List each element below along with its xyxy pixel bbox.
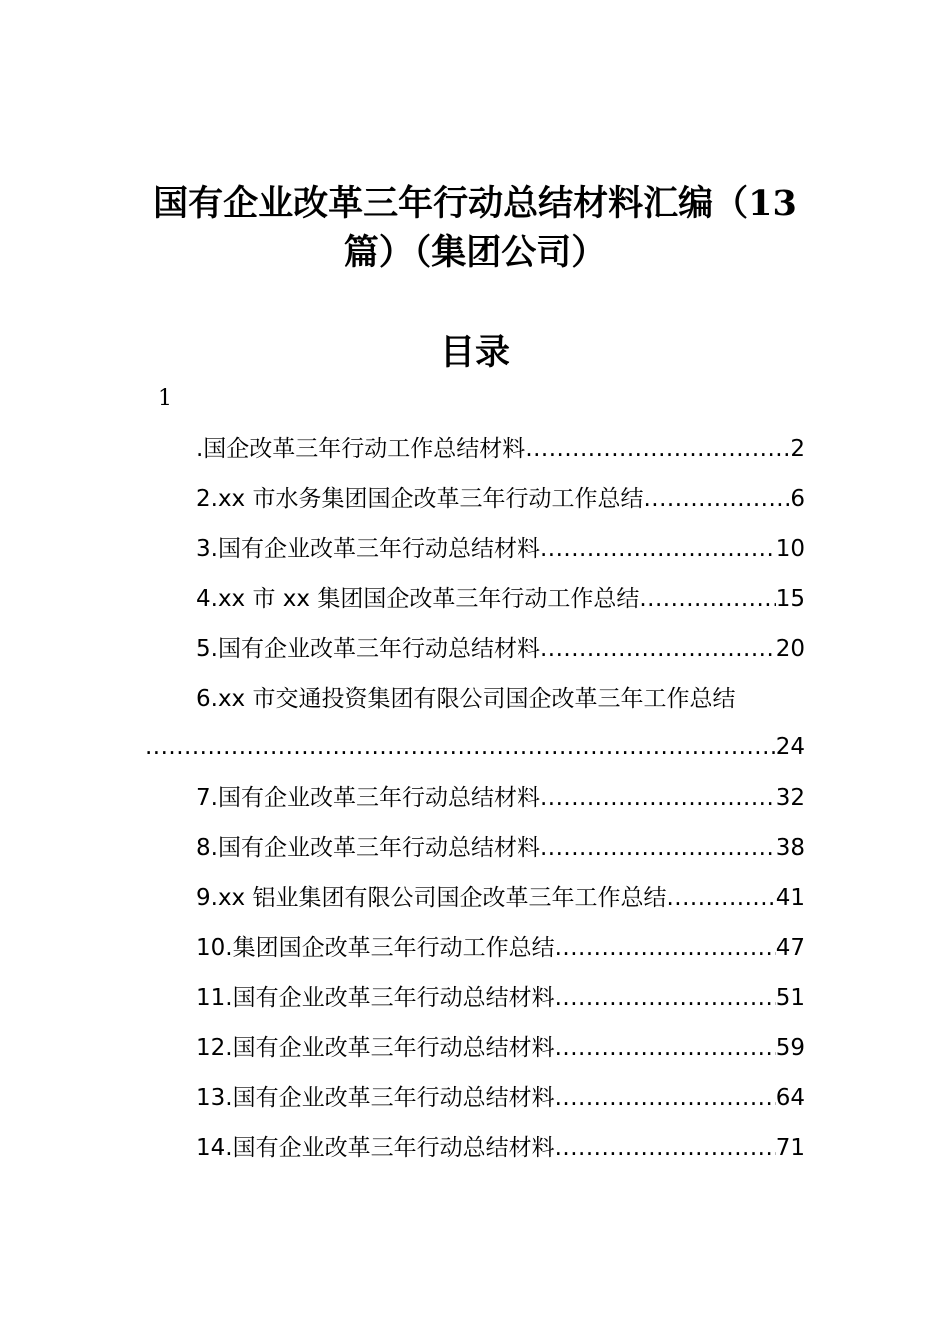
toc-entry-label: 4.xx 市 xx 集团国企改革三年行动工作总结 — [196, 586, 640, 612]
toc-entry-10[interactable] — [196, 933, 805, 963]
toc-leader-dots — [540, 634, 776, 664]
toc-entry-page: 41 — [775, 885, 805, 911]
toc-entry-3[interactable] — [196, 534, 805, 564]
toc-heading: 目录 — [439, 332, 510, 373]
toc-entry-14[interactable] — [196, 1133, 805, 1163]
toc-entry-page: 24 — [775, 734, 805, 760]
toc-entry-13[interactable] — [196, 1083, 805, 1113]
toc-leader-dots — [540, 534, 776, 564]
document-title-line-2: 篇）（集团公司） — [343, 232, 607, 273]
toc-leader-dots — [555, 1133, 776, 1163]
toc-entry-page: 38 — [775, 835, 805, 861]
toc-leader-dots — [145, 732, 776, 762]
toc-leader-dots — [555, 983, 776, 1013]
toc-entry-label: 7.国有企业改革三年行动总结材料 — [196, 785, 540, 811]
toc-leader-dots — [666, 883, 775, 913]
toc-entry-label: 13.国有企业改革三年行动总结材料 — [196, 1085, 555, 1111]
toc-leader-dots — [525, 434, 790, 464]
toc-entry-page: 6 — [790, 486, 805, 512]
toc-entry-page: 15 — [775, 586, 805, 612]
toc-leader-dots — [555, 1033, 776, 1063]
toc-entry-label: .国企改革三年行动工作总结材料 — [196, 436, 526, 462]
toc-entry-5[interactable] — [196, 634, 805, 664]
toc-entry-label: 14.国有企业改革三年行动总结材料 — [196, 1135, 555, 1161]
toc-leader-dots — [540, 783, 776, 813]
toc-entry-6[interactable] — [196, 684, 805, 714]
toc-entry-label: 8.国有企业改革三年行动总结材料 — [196, 835, 540, 861]
toc-entry-page: 64 — [775, 1085, 805, 1111]
toc-leader-dots — [540, 833, 776, 863]
document-title-line-1: 国有企业改革三年行动总结材料汇编（13 — [153, 183, 797, 224]
toc-entry-page: 71 — [775, 1135, 805, 1161]
toc-entry-label: 2.xx 市水务集团国企改革三年行动工作总结 — [196, 486, 644, 512]
toc-entry-9[interactable] — [196, 883, 805, 913]
toc-entry-8[interactable] — [196, 833, 805, 863]
toc-entry-label: 10.集团国企改革三年行动工作总结 — [196, 935, 555, 961]
toc-entry-label: 6.xx 市交通投资集团有限公司国企改革三年工作总结 — [196, 686, 736, 712]
toc-entry-2[interactable] — [196, 484, 805, 514]
toc-entry-label: 3.国有企业改革三年行动总结材料 — [196, 536, 540, 562]
toc-leader-dots — [555, 1083, 776, 1113]
toc-entry-label: 5.国有企业改革三年行动总结材料 — [196, 636, 540, 662]
stray-number: 1 — [158, 386, 172, 411]
toc-entry-1[interactable] — [196, 434, 805, 464]
toc-entry-page: 2 — [790, 436, 805, 462]
toc-entry-label: 11.国有企业改革三年行动总结材料 — [196, 985, 555, 1011]
toc-leader-dots — [639, 584, 775, 614]
toc-leader-dots — [555, 933, 776, 963]
toc-entry-page: 51 — [775, 985, 805, 1011]
toc-entry-page: 20 — [775, 636, 805, 662]
toc-entry-label: 12.国有企业改革三年行动总结材料 — [196, 1035, 555, 1061]
toc-entry-4[interactable] — [196, 584, 805, 614]
toc-entry-page: 10 — [775, 536, 805, 562]
toc-entry-6-continuation[interactable] — [145, 732, 805, 762]
toc-entry-page: 32 — [775, 785, 805, 811]
toc-entry-page: 47 — [775, 935, 805, 961]
toc-entry-7[interactable] — [196, 783, 805, 813]
toc-entry-11[interactable] — [196, 983, 805, 1013]
toc-entry-label: 9.xx 铝业集团有限公司国企改革三年工作总结 — [196, 885, 667, 911]
toc-entry-12[interactable] — [196, 1033, 805, 1063]
toc-entry-page: 59 — [775, 1035, 805, 1061]
toc-leader-dots — [643, 484, 790, 514]
